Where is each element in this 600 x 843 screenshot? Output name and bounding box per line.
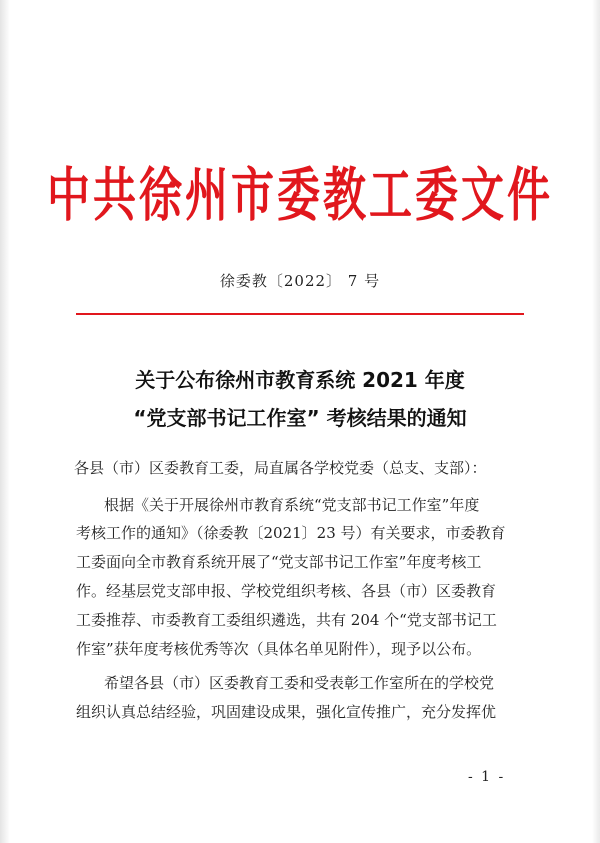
body-paragraph-line: 作室”获年度考核优秀等次（具体名单见附件），现予以公布。 xyxy=(76,640,482,658)
page-number: - 1 - xyxy=(468,769,506,785)
document-number: 徐委教〔2022〕 7 号 xyxy=(219,272,381,290)
red-masthead: 中共徐州市委教工委文件 xyxy=(47,162,553,230)
body-paragraph-line: 希望各县（市）区委教育工委和受表彰工作室所在的学校党 xyxy=(104,674,495,692)
body-paragraph-line: 组织认真总结经验，巩固建设成果，强化宣传推广，充分发挥优 xyxy=(76,703,497,721)
body-paragraph-line: 考核工作的通知》（徐委教〔2021〕23 号）有关要求，市委教育 xyxy=(76,524,506,542)
document-title-line-2: “党支部书记工作室” 考核结果的通知 xyxy=(133,406,467,430)
body-paragraph-line: 根据《关于开展徐州市教育系统“党支部书记工作室”年度 xyxy=(104,496,480,514)
red-separator-line xyxy=(76,313,524,315)
body-paragraph-line: 作。经基层党支部申报、学校党组织考核、各县（市）区委教育 xyxy=(76,582,497,600)
document-title-line-1: 关于公布徐州市教育系统 2021 年度 xyxy=(135,368,465,392)
body-paragraph-line: 工委推荐、市委教育工委组织遴选，共有 204 个“党支部书记工 xyxy=(76,611,497,629)
addressee-line: 各县（市）区委教育工委，局直属各学校党委（总支、支部）： xyxy=(74,459,487,477)
body-paragraph-line: 工委面向全市教育系统开展了“党支部书记工作室”年度考核工 xyxy=(76,553,482,571)
